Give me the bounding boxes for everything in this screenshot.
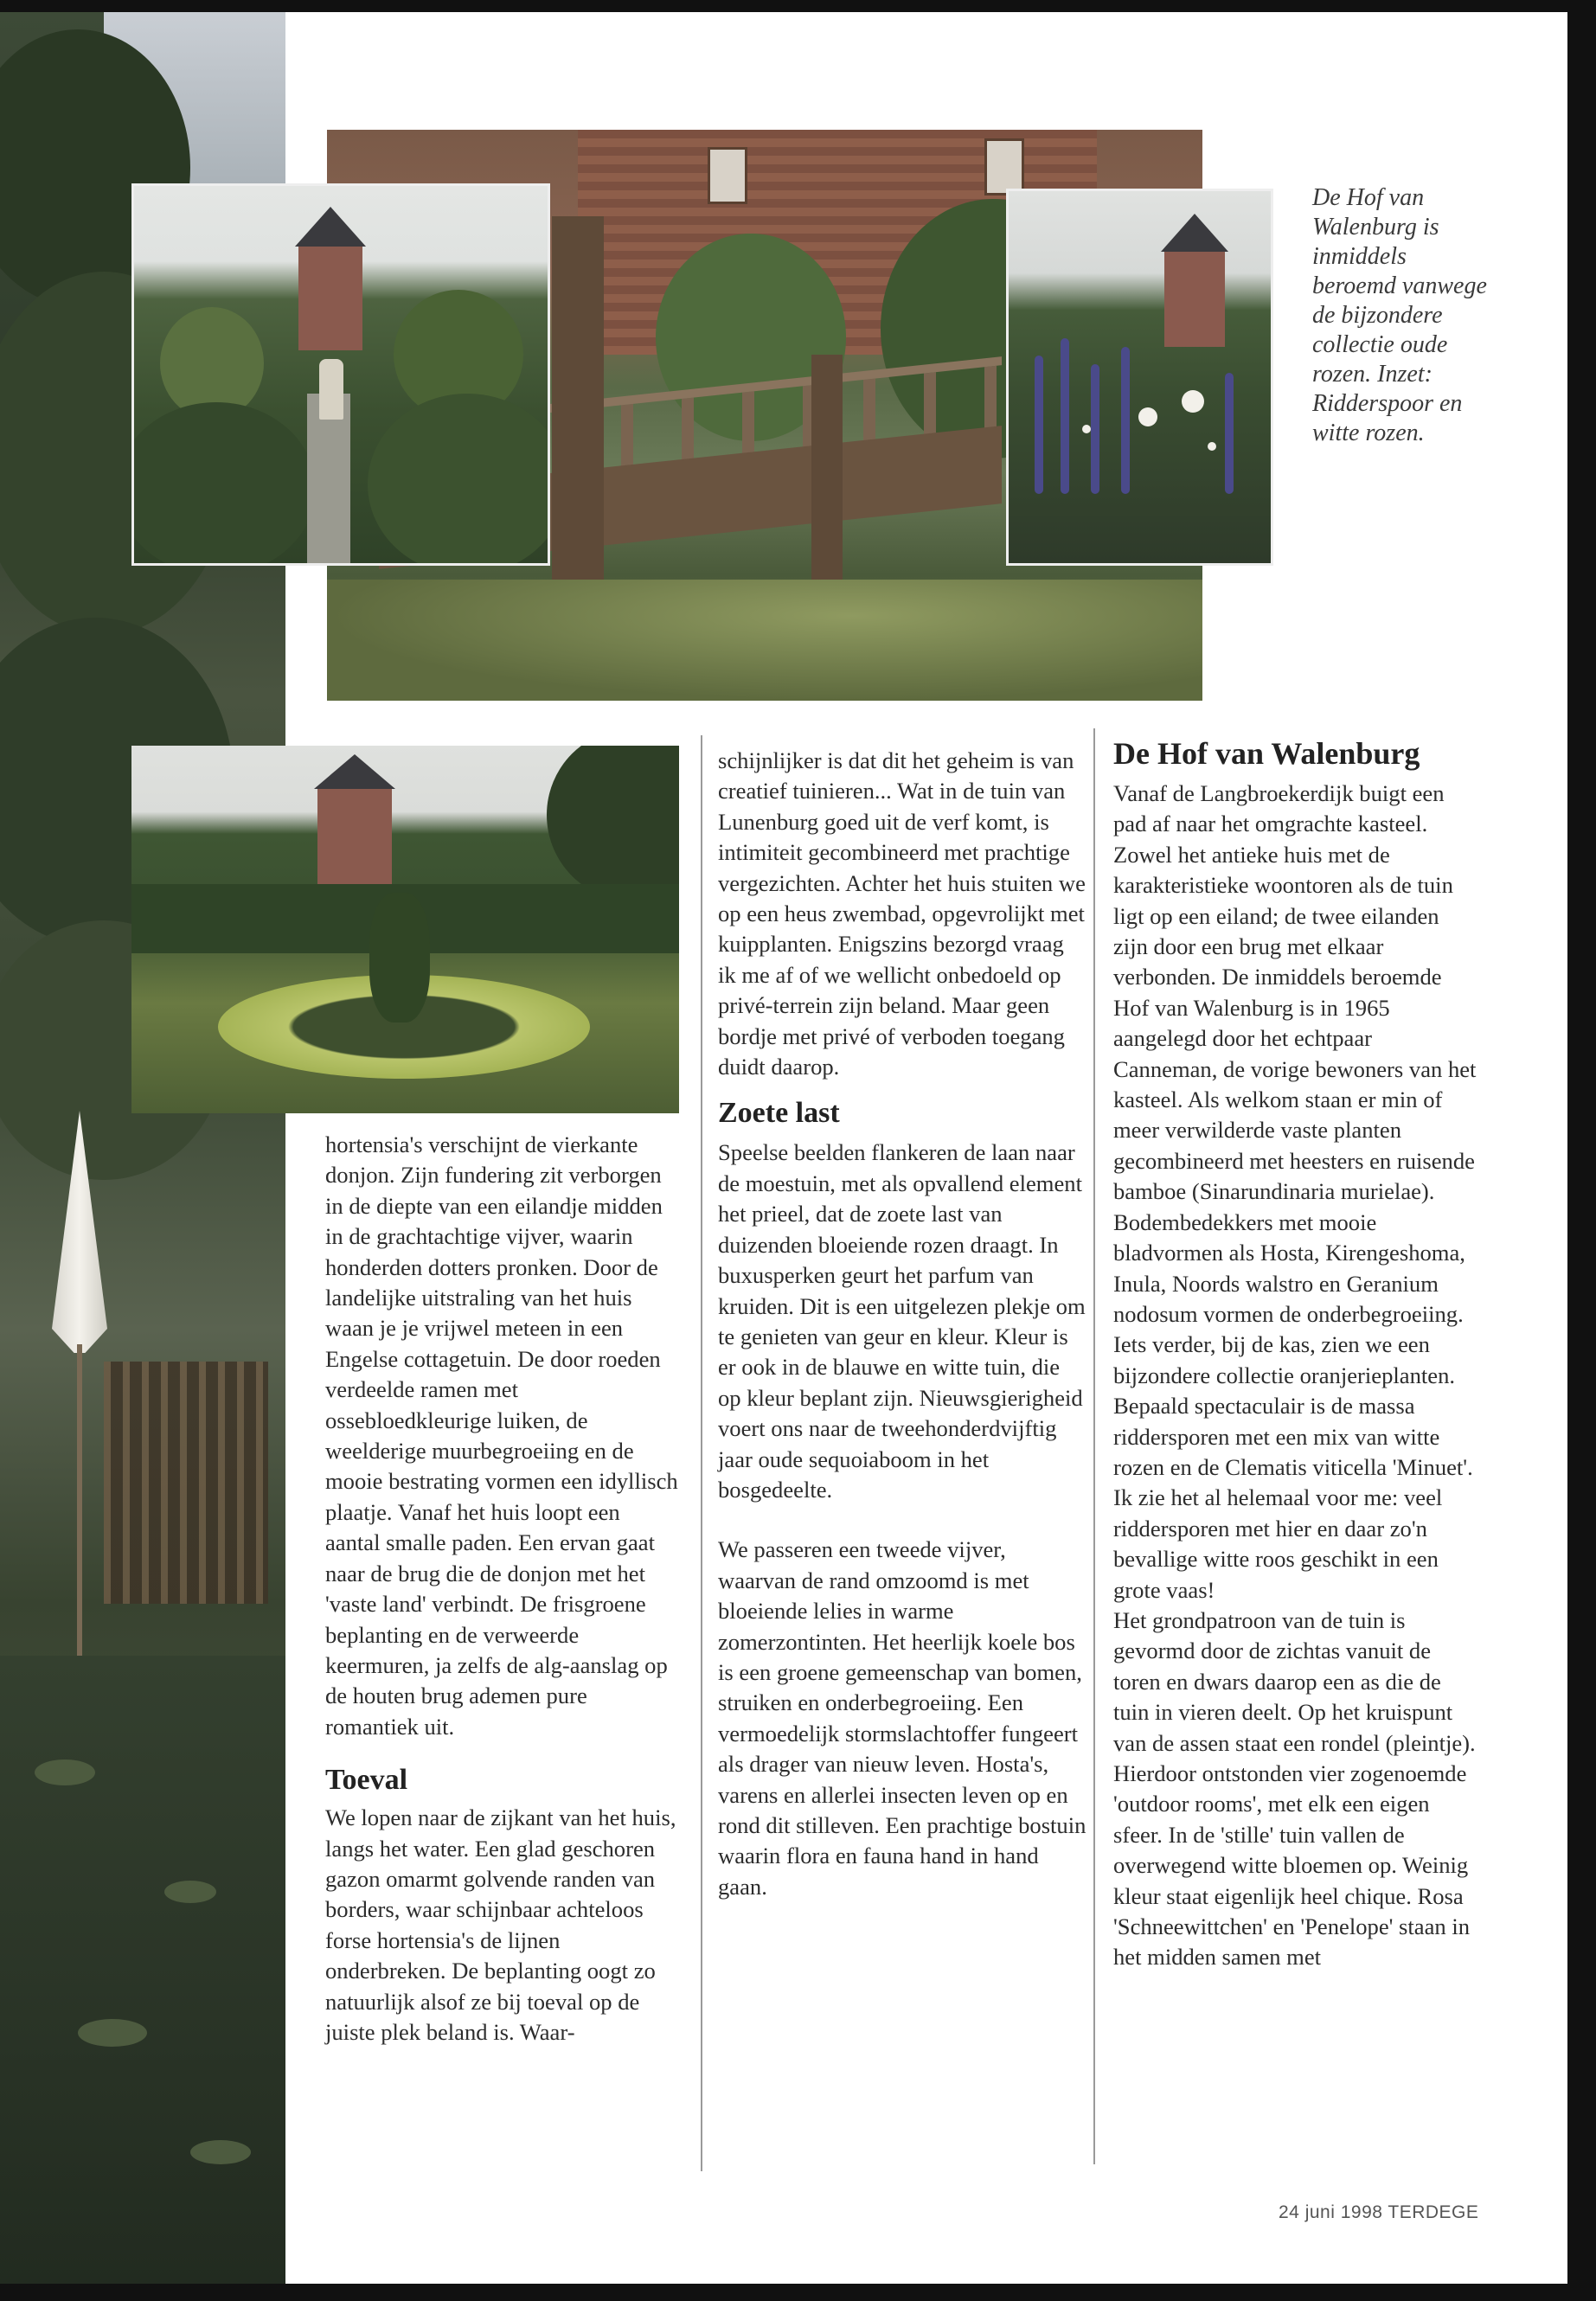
- paragraph: Het grondpatroon van de tuin is gevormd door de zichtas vanuit de toren en dwars daarop een as die de tuin in vieren deelt. Op het kruispunt van de assen staat een rondel (pleintje). Hierdoor ontstonden vier zogenoemde 'outdoor rooms', met elk een eigen sfeer. In de 'stille' tuin vallen de overwegend witte bloemen op. Weinig kleur staat eigenlijk heel chique. Rosa 'Schneewittchen' en 'Penelope' staan in het midden samen met: [1113, 1606, 1476, 1971]
- topiary: [369, 893, 430, 1022]
- section-heading-hof-van-walenburg: De Hof van Walenburg: [1113, 736, 1420, 771]
- delphinium: [1091, 364, 1099, 494]
- paragraph: hortensia's verschijnt de vierkante donjon. Zijn fundering zit verborgen in de diepte van een eilandje midden in de grachtachtige vijver, waarin honderden dotters pronken. Door de landelijke uitstraling van het huis waan je je vrijwel meteen in een Engelse cottagetuin. De door roeden verdeelde ramen met ossebloedkleurige luiken, de weelderige muurbegroeiing en de mooie bestrating vormen een idyllisch plaatje. Vanaf het huis loopt een aantal smalle paden. Een ervan gaat naar de brug die de donjon met het 'vaste land' verbindt. De frisgroene beplanting en de verweerde keermuren, ja zelfs de alg-aanslag op de houten brug ademen pure romantiek uit.: [325, 1131, 678, 1740]
- tower-roof: [295, 207, 366, 247]
- text-column-3: [1113, 734, 1477, 1973]
- paragraph: schijnlijker is dat dit het geheim is van creatief tuinieren... Wat in de tuin van Lunenburg goed uit de verf komt, is intimiteit gecombineerd met prachtige vergezichten. Achter het huis stuiten we op een heus zwembad, opgevrolijkt met kuipplanten. Enigszins bezorgd vraag ik me af of we wellicht onbedoeld op privé-terrein zijn beland. Maar geen bordje met privé of verboden toegang duidt daarop.: [718, 747, 1086, 1080]
- paragraph: Vanaf de Langbroekerdijk buigt een pad af naar het omgrachte kasteel. Zowel het antieke huis met de karakteristieke woontoren als de tuin ligt op een eiland; de twee eilanden zijn door een brug met elkaar verbonden. De inmiddels beroemde Hof van Walenburg is in 1965 aangelegd door het echtpaar Canneman, de vorige bewoners van het kasteel. Als welkom staan er min of meer verwilderde vaste planten gecombineerd met heesters en ruisende bamboe (Sinarundinaria murielae). Bodembedekkers met mooie bladvormen als Hosta, Kirengeshoma, Inula, Noords walstro en Geranium nodosum vormen de onderbegroeiing. Iets verder, bij de kas, zien we een bijzondere collectie oranjerieplanten. Bepaald spectaculair is de massa riddersporen met een mix van witte rozen en de Clematis viticella 'Minuet'. Ik zie het al helemaal voor me: veel riddersporen met hier en daar zo'n bevallige witte roos geschikt in een grote vaas!: [1113, 780, 1477, 1603]
- white-rose: [1208, 442, 1216, 451]
- delphinium: [1121, 347, 1130, 494]
- wooden-fence: [104, 1362, 268, 1604]
- delphinium-roses-photo: [1006, 189, 1273, 566]
- white-rose: [1082, 425, 1091, 433]
- window: [708, 147, 747, 204]
- text-column-2: [718, 746, 1086, 1902]
- lily-pad: [78, 2019, 147, 2047]
- duckweed-water: [327, 580, 1202, 701]
- top-border: [0, 0, 1596, 12]
- delphinium: [1061, 338, 1069, 494]
- column-divider: [1093, 728, 1095, 2164]
- page-footer: 24 juni 1998 TERDEGE: [1279, 2202, 1479, 2222]
- tower: [1164, 252, 1225, 347]
- bottom-border: [0, 2284, 1596, 2301]
- round-garden-photo: [131, 746, 679, 1113]
- tower: [298, 247, 362, 350]
- tree: [547, 746, 679, 901]
- text-column-1: [325, 1130, 680, 2048]
- white-rose: [1182, 390, 1204, 413]
- garden-path-photo: [131, 183, 550, 566]
- tower-roof: [1161, 214, 1228, 252]
- lily-pad: [35, 1759, 95, 1785]
- tower-roof: [314, 754, 395, 789]
- right-border: [1567, 0, 1596, 2301]
- delphinium: [1035, 356, 1043, 494]
- delphinium: [1225, 373, 1234, 494]
- white-rose: [1138, 407, 1157, 426]
- paragraph: We passeren een tweede vijver, waarvan de rand omzoomd is met bloeiende lelies in warme zomerzontinten. Het heerlijk koele bos is een groene gemeenschap van bomen, struiken en onderbegroeiing. Een vermoedelijk stormslachtoffer fungeert als drager van nieuw leven. Hosta's, varens en allerlei insecten leven op en rond dit stilleven. Een prachtige bostuin waarin flora en fauna hand in hand gaan.: [718, 1536, 1086, 1900]
- shrub: [368, 394, 550, 566]
- paragraph: Speelse beelden flankeren de laan naar de moestuin, met als opvallend element het prieel, dat de zoete last van duizenden bloeiende rozen draagt. In buxusperken geurt het parfum van kruiden. Dit is een uitgelezen plekje om te genieten van geur en kleur. Kleur is er ook in de blauwe en witte tuin, die op kleur beplant zijn. Nieuwsgierigheid voert ons naar de tweehonderdvijftig jaar oude sequoiaboom in het bosgedeelte.: [718, 1139, 1086, 1503]
- section-heading-zoete-last: Zoete last: [718, 1097, 840, 1130]
- shrub: [131, 402, 316, 566]
- section-heading-toeval: Toeval: [325, 1764, 408, 1797]
- window: [984, 138, 1024, 195]
- lily-pad: [164, 1881, 216, 1903]
- photo-caption: De Hof van Walenburg is inmiddels beroemd vanwege de bijzondere collectie oude rozen. Inzet: Ridderspoor en witte rozen.: [1312, 184, 1487, 446]
- paragraph-gap: [718, 1505, 1086, 1535]
- person: [319, 359, 343, 420]
- paragraph: We lopen naar de zijkant van het huis, langs het water. Een glad geschoren gazon omarmt golvende randen van borders, waar schijnbaar achteloos forse hortensia's de lijnen onderbreken. De beplanting oogt zo natuurlijk alsof ze bij toeval op de juiste plek beland is. Waar-: [325, 1804, 676, 2045]
- pond: [0, 1656, 285, 2284]
- lily-pad: [190, 2140, 251, 2164]
- column-divider: [701, 735, 702, 2171]
